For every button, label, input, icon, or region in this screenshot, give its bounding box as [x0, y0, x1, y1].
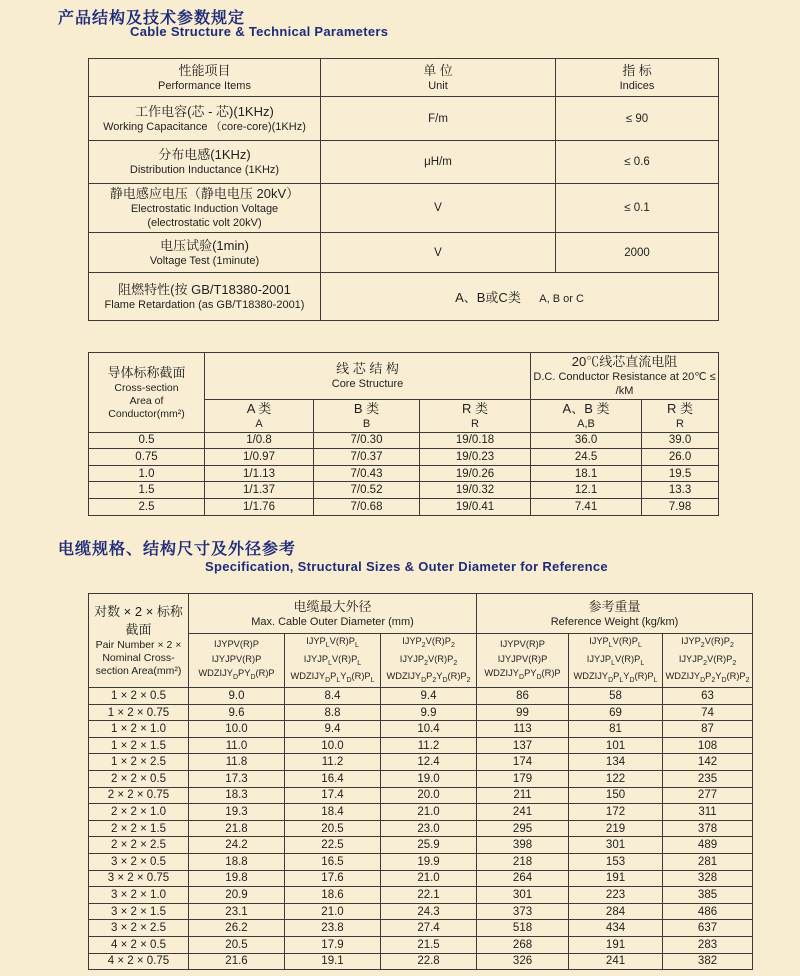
cell-diameter-3: 25.9	[381, 837, 477, 854]
header-zh: B 类	[353, 400, 380, 416]
cell-diameter-2: 20.5	[285, 820, 381, 837]
header-zh: 电缆最大外径	[293, 598, 372, 614]
class-en: A, B or C	[539, 292, 584, 305]
cell-weight-3: 311	[663, 804, 753, 821]
cell-weight-3: 108	[663, 737, 753, 754]
cell-weight-1: 398	[477, 837, 569, 854]
cell-weight-2: 101	[569, 737, 663, 754]
header-performance-items	[89, 59, 321, 97]
header-class-a	[205, 399, 314, 432]
cell-weight-3: 283	[663, 937, 753, 954]
unit-cell: V	[321, 233, 556, 273]
header-zh1: 对数 × 2 × 标称	[94, 603, 183, 619]
cell-weight-3: 281	[663, 854, 753, 871]
table-row	[89, 482, 719, 499]
item-en2: (electrostatic volt 20kV)	[147, 217, 262, 230]
item-zh: 分布电感(1KHz)	[158, 147, 251, 163]
unit-cell: V	[321, 184, 556, 233]
header-pair-number	[89, 594, 189, 688]
index-cell: ≤ 0.1	[556, 184, 719, 233]
cell-structure-a: 1/0.8	[205, 432, 314, 449]
header-en1: Pair Number × 2 ×	[95, 639, 182, 652]
cell-weight-2: 134	[569, 754, 663, 771]
cell-weight-1: 264	[477, 870, 569, 887]
cell-structure-r: 19/0.32	[420, 482, 531, 499]
cell-structure-a: 1/0.97	[205, 449, 314, 466]
cell-pair-size: 3 × 2 × 1.5	[89, 903, 189, 920]
cell-weight-1: 86	[477, 688, 569, 705]
cell-weight-1: 373	[477, 903, 569, 920]
cell-weight-3: 87	[663, 721, 753, 738]
cell-diameter-1: 11.0	[189, 737, 285, 754]
cell-diameter-2: 18.6	[285, 887, 381, 904]
cell-diameter-2: 8.4	[285, 688, 381, 705]
item-en: Flame Retardation (as GB/T18380-2001)	[104, 298, 305, 311]
cell-structure-r: 19/0.23	[420, 449, 531, 466]
header-en: A	[255, 417, 263, 430]
section1-title-zh: 产品结构及技术参数规定	[58, 10, 246, 27]
cell-structure-b: 7/0.43	[314, 465, 420, 482]
performance-table	[88, 58, 719, 321]
table-row	[89, 97, 719, 141]
table-row	[89, 887, 753, 904]
cell-diameter-2: 17.4	[285, 787, 381, 804]
header-zh: A 类	[246, 400, 272, 416]
merged-class-cell	[321, 273, 719, 321]
item-cell	[89, 141, 321, 184]
cell-cross-section: 1.0	[89, 465, 205, 482]
cell-weight-2: 301	[569, 837, 663, 854]
header-dc-resistance-group	[531, 353, 719, 400]
cell-weight-3: 378	[663, 820, 753, 837]
cell-weight-1: 518	[477, 920, 569, 937]
cell-diameter-2: 19.1	[285, 953, 381, 970]
header-weight-model-2: $IJYP_LV(R)P_L$ $IJYJP_LV(R)P_L$ $WDZIJY_DP_LY_D(R)P_L$	[569, 634, 663, 688]
item-en: Electrostatic Induction Voltage	[130, 203, 279, 216]
cell-diameter-3: 9.9	[381, 704, 477, 721]
cell-diameter-2: 18.4	[285, 804, 381, 821]
cell-diameter-1: 11.8	[189, 754, 285, 771]
cell-pair-size: 3 × 2 × 0.75	[89, 870, 189, 887]
table-row	[89, 903, 753, 920]
cell-weight-1: 137	[477, 737, 569, 754]
cell-diameter-2: 17.9	[285, 937, 381, 954]
cell-structure-b: 7/0.30	[314, 432, 420, 449]
cell-diameter-2: 10.0	[285, 737, 381, 754]
cell-diameter-1: 20.5	[189, 937, 285, 954]
cell-resistance-r: 19.5	[642, 465, 719, 482]
cell-diameter-2: 22.5	[285, 837, 381, 854]
header-zh: 线 芯 结 构	[336, 360, 399, 376]
cell-weight-3: 277	[663, 787, 753, 804]
cell-diameter-1: 10.0	[189, 721, 285, 738]
cell-diameter-3: 24.3	[381, 903, 477, 920]
table-row	[89, 184, 719, 233]
table-row	[89, 787, 753, 804]
header-weight-model-3: $IJYP_2V(R)P_2$ $IJYJP_2V(R)P_2$ $WDZIJY_DP_2Y_D(R)P_2$	[663, 634, 753, 688]
cell-diameter-1: 21.8	[189, 820, 285, 837]
table-row	[89, 920, 753, 937]
cell-diameter-2: 16.4	[285, 771, 381, 788]
table-row	[89, 837, 753, 854]
header-diameter-model-1: IJYPV(R)P IJYJPV(R)P $WDZIJY_DPY_D(R)P$	[189, 634, 285, 688]
cell-diameter-3: 21.0	[381, 870, 477, 887]
table-row	[89, 688, 753, 705]
cell-diameter-3: 9.4	[381, 688, 477, 705]
table-row	[89, 804, 753, 821]
header-indices	[556, 59, 719, 97]
section2-title-zh: 电缆规格、结构尺寸及外径参考	[58, 541, 297, 558]
cell-resistance-ab: 24.5	[531, 449, 642, 466]
header-zh: 指 标	[622, 62, 652, 78]
group-header-row	[89, 594, 753, 634]
cell-diameter-3: 19.0	[381, 771, 477, 788]
index-cell: 2000	[556, 233, 719, 273]
cell-resistance-ab: 12.1	[531, 482, 642, 499]
header-zh: 20℃线芯直流电阻	[571, 354, 678, 369]
item-cell	[89, 184, 321, 233]
header-class-r2	[642, 399, 719, 432]
table-row	[89, 465, 719, 482]
index-cell: ≤ 0.6	[556, 141, 719, 184]
cell-diameter-3: 21.0	[381, 804, 477, 821]
cell-cross-section: 0.75	[89, 449, 205, 466]
cell-structure-b: 7/0.68	[314, 499, 420, 516]
section2-title-en: Specification, Structural Sizes & Outer Diameter for Reference	[205, 559, 608, 574]
cell-weight-1: 326	[477, 953, 569, 970]
header-diameter-model-2: $IJYP_LV(R)P_L$ $IJYJP_LV(R)P_L$ $WDZIJY_DP_LY_D(R)P_L$	[285, 634, 381, 688]
header-en: Indices	[619, 79, 655, 92]
item-zh: 阻燃特性(按 GB/T18380-2001	[118, 281, 291, 297]
cell-diameter-3: 10.4	[381, 721, 477, 738]
cell-pair-size: 3 × 2 × 1.0	[89, 887, 189, 904]
cell-pair-size: 1 × 2 × 1.0	[89, 721, 189, 738]
header-zh: R 类	[667, 400, 694, 416]
header-max-diameter-group	[189, 594, 477, 634]
cell-weight-2: 150	[569, 787, 663, 804]
header-en: R	[676, 417, 684, 430]
cell-pair-size: 1 × 2 × 1.5	[89, 737, 189, 754]
cell-cross-section: 2.5	[89, 499, 205, 516]
cell-diameter-1: 24.2	[189, 837, 285, 854]
cell-weight-1: 99	[477, 704, 569, 721]
cell-weight-2: 434	[569, 920, 663, 937]
table-row	[89, 937, 753, 954]
cell-resistance-r: 39.0	[642, 432, 719, 449]
cell-diameter-1: 18.8	[189, 854, 285, 871]
unit-cell: F/m	[321, 97, 556, 141]
cell-weight-2: 58	[569, 688, 663, 705]
table-row	[89, 499, 719, 516]
cell-weight-3: 235	[663, 771, 753, 788]
cell-weight-3: 142	[663, 754, 753, 771]
cell-diameter-2: 11.2	[285, 754, 381, 771]
cell-structure-r: 19/0.26	[420, 465, 531, 482]
header-en: Max. Cable Outer Diameter (mm)	[251, 615, 414, 628]
cell-weight-2: 191	[569, 937, 663, 954]
header-zh: 性能项目	[178, 62, 231, 78]
cell-weight-3: 486	[663, 903, 753, 920]
cell-weight-1: 218	[477, 854, 569, 871]
cell-weight-2: 172	[569, 804, 663, 821]
table-row	[89, 854, 753, 871]
header-en: D.C. Conductor Resistance at 20℃ ≤ /kM	[533, 371, 716, 397]
header-unit	[321, 59, 556, 97]
cell-weight-2: 81	[569, 721, 663, 738]
cell-weight-3: 382	[663, 953, 753, 970]
cell-diameter-2: 17.6	[285, 870, 381, 887]
cell-diameter-1: 21.6	[189, 953, 285, 970]
table-row	[89, 449, 719, 466]
header-en3: section Area(mm²)	[95, 665, 182, 678]
table-row	[89, 820, 753, 837]
cell-pair-size: 2 × 2 × 0.75	[89, 787, 189, 804]
header-zh: R 类	[462, 400, 489, 416]
cell-diameter-3: 21.5	[381, 937, 477, 954]
header-zh: 导体标称截面	[107, 364, 186, 380]
item-zh: 电压试验(1min)	[160, 237, 249, 253]
table-row	[89, 233, 719, 273]
header-class-r	[420, 399, 531, 432]
table-row	[89, 704, 753, 721]
item-zh: 工作电容(芯 - 芯)(1KHz)	[135, 103, 274, 119]
cell-weight-1: 174	[477, 754, 569, 771]
cell-weight-2: 153	[569, 854, 663, 871]
cell-diameter-1: 23.1	[189, 903, 285, 920]
cell-weight-1: 241	[477, 804, 569, 821]
item-cell	[89, 97, 321, 141]
size-weight-table	[88, 593, 753, 970]
cell-cross-section: 1.5	[89, 482, 205, 499]
item-cell	[89, 233, 321, 273]
table-row	[89, 953, 753, 970]
cell-diameter-3: 22.8	[381, 953, 477, 970]
cell-diameter-1: 20.9	[189, 887, 285, 904]
section1-title-en: Cable Structure & Technical Parameters	[130, 24, 389, 39]
item-en: Voltage Test (1minute)	[149, 254, 260, 267]
header-en: Core Structure	[331, 378, 404, 391]
group-header-row	[89, 353, 719, 400]
core-table-body	[89, 432, 719, 515]
cell-diameter-3: 20.0	[381, 787, 477, 804]
header-zh2: 截面	[125, 621, 152, 637]
cell-pair-size: 2 × 2 × 1.5	[89, 820, 189, 837]
table-row	[89, 870, 753, 887]
header-en: B	[362, 417, 371, 430]
cell-cross-section: 0.5	[89, 432, 205, 449]
cell-resistance-ab: 7.41	[531, 499, 642, 516]
cell-diameter-2: 23.8	[285, 920, 381, 937]
cell-resistance-ab: 18.1	[531, 465, 642, 482]
cell-weight-1: 179	[477, 771, 569, 788]
cell-weight-3: 489	[663, 837, 753, 854]
cell-pair-size: 3 × 2 × 2.5	[89, 920, 189, 937]
header-reference-weight-group	[477, 594, 753, 634]
header-en2: Nominal Cross-	[102, 652, 175, 665]
cell-weight-1: 113	[477, 721, 569, 738]
cell-diameter-1: 19.3	[189, 804, 285, 821]
cell-diameter-1: 9.0	[189, 688, 285, 705]
cell-weight-1: 295	[477, 820, 569, 837]
cell-diameter-1: 9.6	[189, 704, 285, 721]
table-row	[89, 754, 753, 771]
header-en: Performance Items	[158, 79, 251, 92]
cell-pair-size: 1 × 2 × 2.5	[89, 754, 189, 771]
table-row	[89, 737, 753, 754]
cell-structure-b: 7/0.52	[314, 482, 420, 499]
cell-weight-1: 301	[477, 887, 569, 904]
cell-weight-1: 268	[477, 937, 569, 954]
cell-structure-b: 7/0.37	[314, 449, 420, 466]
cell-diameter-1: 18.3	[189, 787, 285, 804]
cell-weight-2: 69	[569, 704, 663, 721]
cell-diameter-1: 26.2	[189, 920, 285, 937]
cell-diameter-3: 22.1	[381, 887, 477, 904]
cell-pair-size: 2 × 2 × 2.5	[89, 837, 189, 854]
cell-weight-2: 122	[569, 771, 663, 788]
cell-weight-2: 284	[569, 903, 663, 920]
class-zh: A、B或C类	[455, 289, 521, 305]
cell-pair-size: 1 × 2 × 0.5	[89, 688, 189, 705]
cell-resistance-r: 7.98	[642, 499, 719, 516]
cell-weight-2: 241	[569, 953, 663, 970]
cell-diameter-3: 19.9	[381, 854, 477, 871]
header-core-structure-group	[205, 353, 531, 400]
cell-pair-size: 4 × 2 × 0.5	[89, 937, 189, 954]
size-table-body	[89, 688, 753, 970]
cell-weight-3: 637	[663, 920, 753, 937]
model-header-row	[89, 634, 753, 688]
cell-diameter-2: 9.4	[285, 721, 381, 738]
cell-structure-a: 1/1.13	[205, 465, 314, 482]
header-en: Cross-section	[114, 381, 179, 394]
cell-diameter-3: 11.2	[381, 737, 477, 754]
cell-weight-1: 211	[477, 787, 569, 804]
cell-weight-3: 328	[663, 870, 753, 887]
table-row	[89, 141, 719, 184]
cell-diameter-1: 17.3	[189, 771, 285, 788]
cell-diameter-2: 8.8	[285, 704, 381, 721]
performance-header-row	[89, 59, 719, 97]
header-en: Reference Weight (kg/km)	[550, 615, 679, 628]
cell-pair-size: 1 × 2 × 0.75	[89, 704, 189, 721]
header-en2: Area of Conductor(mm²)	[108, 394, 185, 420]
header-class-b	[314, 399, 420, 432]
cell-diameter-3: 23.0	[381, 820, 477, 837]
header-en: A,B	[577, 417, 595, 430]
header-weight-model-1: IJYPV(R)P IJYJPV(R)P $WDZIJY_DPY_D(R)P$	[477, 634, 569, 688]
table-row	[89, 721, 753, 738]
table-row	[89, 273, 719, 321]
header-zh: 参考重量	[588, 598, 641, 614]
cell-resistance-ab: 36.0	[531, 432, 642, 449]
cell-diameter-3: 27.4	[381, 920, 477, 937]
header-zh: A、B 类	[562, 400, 610, 416]
table-row	[89, 771, 753, 788]
core-structure-table	[88, 352, 719, 516]
cell-structure-r: 19/0.41	[420, 499, 531, 516]
header-en: Unit	[428, 79, 448, 92]
unit-cell: μH/m	[321, 141, 556, 184]
cell-weight-3: 74	[663, 704, 753, 721]
cell-diameter-1: 19.8	[189, 870, 285, 887]
cell-diameter-2: 16.5	[285, 854, 381, 871]
cell-structure-a: 1/1.37	[205, 482, 314, 499]
cell-pair-size: 4 × 2 × 0.75	[89, 953, 189, 970]
header-diameter-model-3: $IJYP_2V(R)P_2$ $IJYJP_2V(R)P_2$ $WDZIJY_DP_2Y_D(R)P_2$	[381, 634, 477, 688]
item-zh: 静电感应电压（静电电压 20kV）	[109, 186, 300, 202]
header-zh: 单 位	[423, 62, 453, 78]
cell-resistance-r: 13.3	[642, 482, 719, 499]
cell-weight-2: 219	[569, 820, 663, 837]
cell-pair-size: 3 × 2 × 0.5	[89, 854, 189, 871]
cell-weight-2: 191	[569, 870, 663, 887]
item-en: Working Capacitance （core-core)(1KHz)	[103, 120, 306, 133]
item-en: Distribution Inductance (1KHz)	[129, 164, 280, 177]
cell-diameter-2: 21.0	[285, 903, 381, 920]
cell-pair-size: 2 × 2 × 1.0	[89, 804, 189, 821]
cell-weight-2: 223	[569, 887, 663, 904]
cell-structure-r: 19/0.18	[420, 432, 531, 449]
index-cell: ≤ 90	[556, 97, 719, 141]
cell-weight-3: 385	[663, 887, 753, 904]
cell-structure-a: 1/1.76	[205, 499, 314, 516]
table-row	[89, 432, 719, 449]
item-cell	[89, 273, 321, 321]
cell-pair-size: 2 × 2 × 0.5	[89, 771, 189, 788]
header-en: R	[471, 417, 479, 430]
header-class-ab	[531, 399, 642, 432]
cell-diameter-3: 12.4	[381, 754, 477, 771]
cell-resistance-r: 26.0	[642, 449, 719, 466]
header-conductor-cross-section	[89, 353, 205, 433]
cell-weight-3: 63	[663, 688, 753, 705]
